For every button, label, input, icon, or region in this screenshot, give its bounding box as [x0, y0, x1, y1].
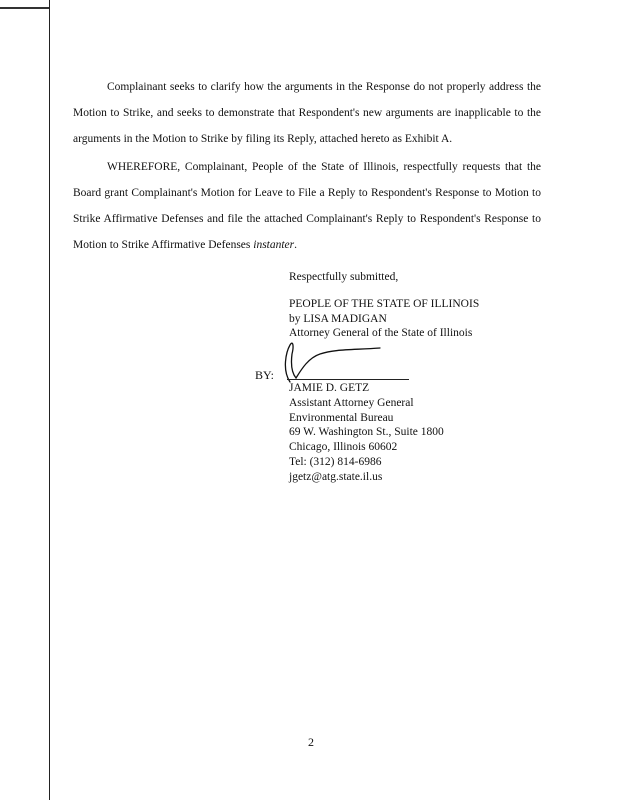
attorney-address-2: Chicago, Illinois 60602 [289, 441, 398, 454]
party-line-1: PEOPLE OF THE STATE OF ILLINOIS [289, 298, 480, 310]
attorney-email: jgetz@atg.state.il.us [289, 470, 383, 483]
paragraph-wherefore-period: . [294, 239, 298, 251]
by-label: BY: [255, 368, 274, 382]
attorney-bureau: Environmental Bureau [289, 411, 394, 424]
paragraph-clarify-text: Complainant seeks to clarify how the arguments in the Response do not properly address the Motion to Strike, and seeks to demonstrate that Respondent's new arguments are inapplicable to the arguments in the Motion to Strike by filing its Reply, attached hereto as Exhibit A. [73, 81, 541, 145]
signature-line [287, 379, 409, 380]
paragraph-wherefore [73, 154, 541, 258]
attorney-name: JAMIE D. GETZ [289, 382, 370, 394]
paragraph-wherefore-main: WHEREFORE, Complainant, People of the State of Illinois, respectfully requests that the Board grant Complainant's Motion for Leave to File a Reply to Respondent's Response to Motion to Strike Affirmative Defenses and file the attached Complainant's Reply to Respondent's Response to Motion to Strike Affirmative Defenses [73, 161, 541, 251]
paragraph-wherefore-text [73, 154, 541, 258]
scan-edge-rule [49, 0, 50, 800]
scan-edge-tick [0, 7, 49, 9]
party-line-2: by LISA MADIGAN [289, 312, 387, 325]
attorney-block [289, 381, 444, 485]
page-number: 2 [308, 735, 314, 749]
party-block [289, 297, 479, 341]
instanter-italic: instanter [253, 239, 295, 251]
paragraph-clarify [73, 74, 541, 152]
attorney-phone: Tel: (312) 814-6986 [289, 455, 382, 468]
closing-respectfully-submitted: Respectfully submitted, [289, 271, 399, 283]
party-line-3: Attorney General of the State of Illinois [289, 327, 473, 339]
attorney-address-1: 69 W. Washington St., Suite 1800 [289, 426, 444, 439]
attorney-title: Assistant Attorney General [289, 396, 414, 409]
